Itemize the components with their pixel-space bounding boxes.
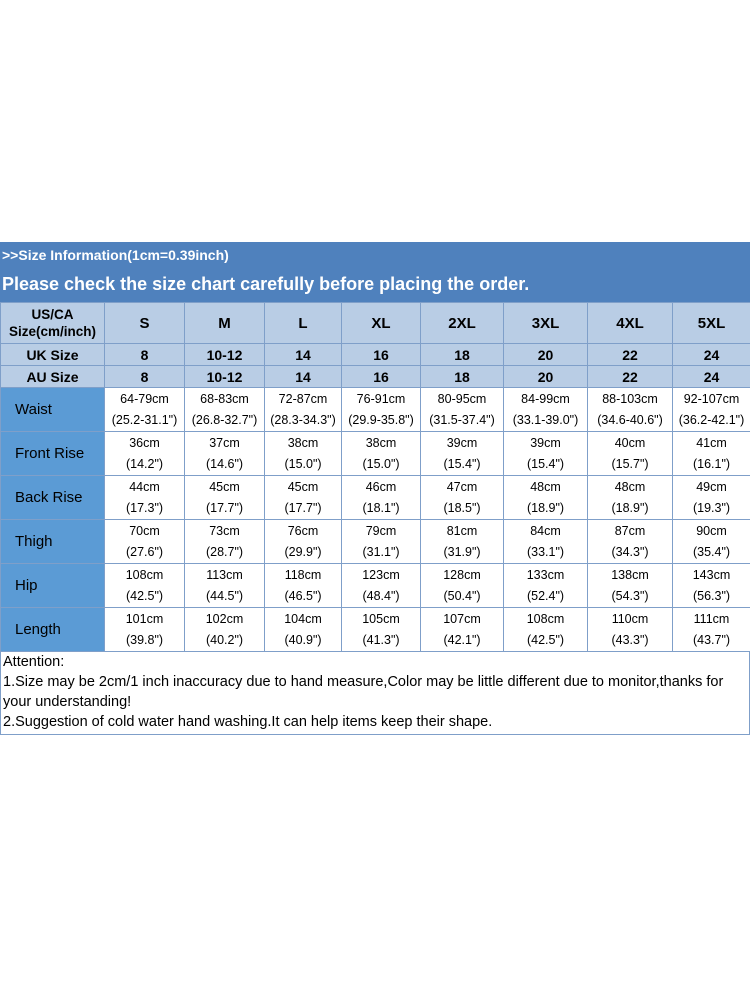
measurement-cell <box>421 476 504 520</box>
cm-value: 104cm <box>284 611 322 626</box>
cm-value: 138cm <box>611 567 649 582</box>
us-size-label <box>1 303 105 344</box>
cm-value: 38cm <box>365 435 397 450</box>
inch-value: (14.2") <box>125 456 164 471</box>
au-size-cell: 22 <box>588 366 673 388</box>
inch-value: (29.9") <box>284 544 322 559</box>
notes-title: Attention: <box>3 654 65 670</box>
size-header: S <box>105 303 185 344</box>
measurement-cell <box>588 608 673 652</box>
inch-value: (18.5") <box>443 500 481 515</box>
cm-value: 84-99cm <box>521 391 570 406</box>
uk-size-cell: 14 <box>265 344 342 366</box>
size-header: M <box>185 303 265 344</box>
cm-value: 40cm <box>614 435 646 450</box>
measurement-cell <box>105 388 185 432</box>
inch-value: (31.5-37.4") <box>429 412 495 427</box>
measurement-cell <box>673 388 750 432</box>
cm-value: 36cm <box>129 435 160 450</box>
us-label-line1: US/CA <box>31 307 74 322</box>
cm-value: 81cm <box>446 523 478 538</box>
cm-value: 47cm <box>446 479 478 494</box>
cm-value: 84cm <box>530 523 561 538</box>
inch-value: (15.0") <box>284 456 322 471</box>
au-size-cell: 14 <box>265 366 342 388</box>
measurement-cell <box>342 432 421 476</box>
notes-line-2: 2.Suggestion of cold water hand washing.It can help items keep their shape. <box>3 714 493 730</box>
inch-value: (41.3") <box>362 632 400 647</box>
cm-value: 70cm <box>129 523 160 538</box>
cm-value: 113cm <box>206 567 243 582</box>
inch-value: (31.1") <box>362 544 400 559</box>
uk-size-cell: 24 <box>673 344 750 366</box>
size-header: L <box>265 303 342 344</box>
cm-value: 107cm <box>443 611 481 626</box>
inch-value: (34.3") <box>611 544 649 559</box>
cm-value: 64-79cm <box>120 391 169 406</box>
inch-value: (26.8-32.7") <box>191 412 258 427</box>
au-size-cell: 24 <box>673 366 750 388</box>
cm-value: 46cm <box>365 479 397 494</box>
inch-value: (28.3-34.3") <box>270 412 336 427</box>
inch-value: (36.2-42.1") <box>678 412 745 427</box>
measurement-label: Back Rise <box>1 476 105 520</box>
cm-value: 44cm <box>129 479 160 494</box>
cm-value: 39cm <box>446 435 478 450</box>
au-size-cell: 10-12 <box>185 366 265 388</box>
measurement-label: Length <box>1 608 105 652</box>
cm-value: 110cm <box>611 611 649 626</box>
inch-value: (31.9") <box>443 544 481 559</box>
inch-value: (19.3") <box>692 500 731 515</box>
measurement-cell <box>342 476 421 520</box>
cm-value: 68-83cm <box>200 391 249 406</box>
cm-value: 79cm <box>365 523 397 538</box>
au-size-cell: 8 <box>105 366 185 388</box>
cm-value: 133cm <box>526 567 565 582</box>
us-size-row <box>1 303 750 344</box>
au-size-cell: 18 <box>421 366 504 388</box>
size-info-header: >>Size Information(1cm=0.39inch) <box>0 242 750 268</box>
cm-value: 111cm <box>693 611 730 626</box>
order-notice: Please check the size chart carefully before placing the order. <box>0 268 750 302</box>
measurement-cell <box>504 476 588 520</box>
measurement-cell <box>421 564 504 608</box>
cm-value: 105cm <box>362 611 400 626</box>
uk-size-cell: 20 <box>504 344 588 366</box>
cm-value: 48cm <box>530 479 561 494</box>
measurement-row <box>1 564 750 608</box>
measurement-cell <box>265 608 342 652</box>
measurement-row <box>1 476 750 520</box>
measurement-cell <box>105 608 185 652</box>
measurement-row <box>1 388 750 432</box>
cm-value: 72-87cm <box>278 391 328 406</box>
inch-value: (17.3") <box>125 500 164 515</box>
cm-value: 90cm <box>696 523 727 538</box>
measurement-cell <box>588 564 673 608</box>
measurement-cell <box>105 432 185 476</box>
measurement-cell <box>673 564 750 608</box>
inch-value: (33.1") <box>526 544 565 559</box>
cm-value: 76cm <box>287 523 319 538</box>
inch-value: (42.1") <box>443 632 481 647</box>
inch-value: (14.6") <box>205 456 244 471</box>
inch-value: (42.5") <box>125 588 164 603</box>
inch-value: (15.4") <box>443 456 481 471</box>
cm-value: 87cm <box>614 523 646 538</box>
au-size-row <box>1 366 750 388</box>
measurement-cell <box>673 608 750 652</box>
inch-value: (15.7") <box>611 456 649 471</box>
cm-value: 48cm <box>614 479 646 494</box>
measurement-cell <box>265 564 342 608</box>
au-size-cell: 16 <box>342 366 421 388</box>
inch-value: (50.4") <box>443 588 481 603</box>
inch-value: (15.0") <box>362 456 400 471</box>
inch-value: (40.2") <box>205 632 244 647</box>
uk-size-cell: 16 <box>342 344 421 366</box>
inch-value: (16.1") <box>692 456 731 471</box>
size-chart <box>0 242 750 735</box>
measurement-cell <box>588 388 673 432</box>
measurement-cell <box>421 520 504 564</box>
inch-value: (54.3") <box>611 588 649 603</box>
cm-value: 101cm <box>125 611 164 626</box>
measurement-cell <box>673 476 750 520</box>
measurement-row <box>1 608 750 652</box>
inch-value: (43.3") <box>611 632 649 647</box>
inch-value: (40.9") <box>284 632 322 647</box>
measurement-row <box>1 432 750 476</box>
cm-value: 88-103cm <box>602 391 658 406</box>
inch-value: (18.1") <box>362 500 400 515</box>
measurement-cell <box>588 432 673 476</box>
size-header: 2XL <box>421 303 504 344</box>
uk-size-row <box>1 344 750 366</box>
measurement-cell <box>504 432 588 476</box>
inch-value: (48.4") <box>362 588 400 603</box>
measurement-cell <box>504 520 588 564</box>
inch-value: (34.6-40.6") <box>597 412 663 427</box>
inch-value: (25.2-31.1") <box>111 412 178 427</box>
cm-value: 143cm <box>692 567 731 582</box>
au-size-cell: 20 <box>504 366 588 388</box>
inch-value: (15.4") <box>526 456 565 471</box>
cm-value: 92-107cm <box>683 391 740 406</box>
inch-value: (27.6") <box>125 544 164 559</box>
inch-value: (42.5") <box>526 632 565 647</box>
cm-value: 41cm <box>696 435 727 450</box>
measurement-cell <box>185 564 265 608</box>
inch-value: (39.8") <box>125 632 164 647</box>
measurement-cell <box>185 476 265 520</box>
measurement-cell <box>185 388 265 432</box>
measurement-label: Hip <box>1 564 105 608</box>
measurement-cell <box>265 388 342 432</box>
inch-value: (17.7") <box>284 500 322 515</box>
measurement-label: Thigh <box>1 520 105 564</box>
measurement-cell <box>342 388 421 432</box>
cm-value: 45cm <box>287 479 319 494</box>
inch-value: (28.7") <box>205 544 244 559</box>
cm-value: 37cm <box>209 435 240 450</box>
uk-size-cell: 18 <box>421 344 504 366</box>
measurement-cell <box>504 564 588 608</box>
measurement-cell <box>421 432 504 476</box>
inch-value: (35.4") <box>692 544 731 559</box>
uk-size-cell: 10-12 <box>185 344 265 366</box>
inch-value: (29.9-35.8") <box>348 412 414 427</box>
cm-value: 102cm <box>205 611 244 626</box>
inch-value: (46.5") <box>284 588 322 603</box>
us-label-line2: Size(cm/inch) <box>8 324 97 339</box>
uk-size-label: UK Size <box>1 344 105 366</box>
cm-value: 76-91cm <box>356 391 406 406</box>
measurement-cell <box>265 520 342 564</box>
measurement-label: Waist <box>1 388 105 432</box>
cm-value: 45cm <box>209 479 240 494</box>
inch-value: (43.7") <box>692 632 731 647</box>
notes-line-1: 1.Size may be 2cm/1 inch inaccuracy due to hand measure,Color may be little different due to monitor,thanks for your understanding! <box>3 674 724 710</box>
measurement-cell <box>185 520 265 564</box>
cm-value: 80-95cm <box>437 391 487 406</box>
measurement-cell <box>504 608 588 652</box>
measurement-cell <box>588 476 673 520</box>
inch-value: (33.1-39.0") <box>512 412 579 427</box>
measurement-cell <box>342 520 421 564</box>
measurement-cell <box>185 432 265 476</box>
inch-value: (18.9") <box>526 500 565 515</box>
size-header: 3XL <box>504 303 588 344</box>
measurement-cell <box>421 608 504 652</box>
inch-value: (17.7") <box>205 500 244 515</box>
size-table <box>0 302 750 652</box>
inch-value: (18.9") <box>611 500 649 515</box>
measurement-cell <box>421 388 504 432</box>
size-header: XL <box>342 303 421 344</box>
measurement-cell <box>342 564 421 608</box>
measurement-row <box>1 520 750 564</box>
measurement-cell <box>105 476 185 520</box>
cm-value: 108cm <box>526 611 565 626</box>
cm-value: 73cm <box>209 523 240 538</box>
measurement-cell <box>105 564 185 608</box>
measurement-cell <box>673 520 750 564</box>
cm-value: 108cm <box>125 567 164 582</box>
measurement-label: Front Rise <box>1 432 105 476</box>
inch-value: (52.4") <box>526 588 565 603</box>
inch-value: (56.3") <box>692 588 731 603</box>
cm-value: 49cm <box>696 479 727 494</box>
measurement-cell <box>588 520 673 564</box>
measurement-cell <box>265 476 342 520</box>
size-header: 5XL <box>673 303 750 344</box>
attention-notes <box>0 652 750 735</box>
inch-value: (44.5") <box>205 588 244 603</box>
size-header: 4XL <box>588 303 673 344</box>
cm-value: 38cm <box>287 435 319 450</box>
measurement-cell <box>504 388 588 432</box>
cm-value: 39cm <box>530 435 561 450</box>
uk-size-cell: 22 <box>588 344 673 366</box>
cm-value: 123cm <box>362 567 400 582</box>
measurement-cell <box>105 520 185 564</box>
measurement-cell <box>673 432 750 476</box>
measurement-cell <box>185 608 265 652</box>
au-size-label: AU Size <box>1 366 105 388</box>
measurement-cell <box>265 432 342 476</box>
uk-size-cell: 8 <box>105 344 185 366</box>
cm-value: 118cm <box>284 567 322 582</box>
measurement-cell <box>342 608 421 652</box>
cm-value: 128cm <box>443 567 481 582</box>
